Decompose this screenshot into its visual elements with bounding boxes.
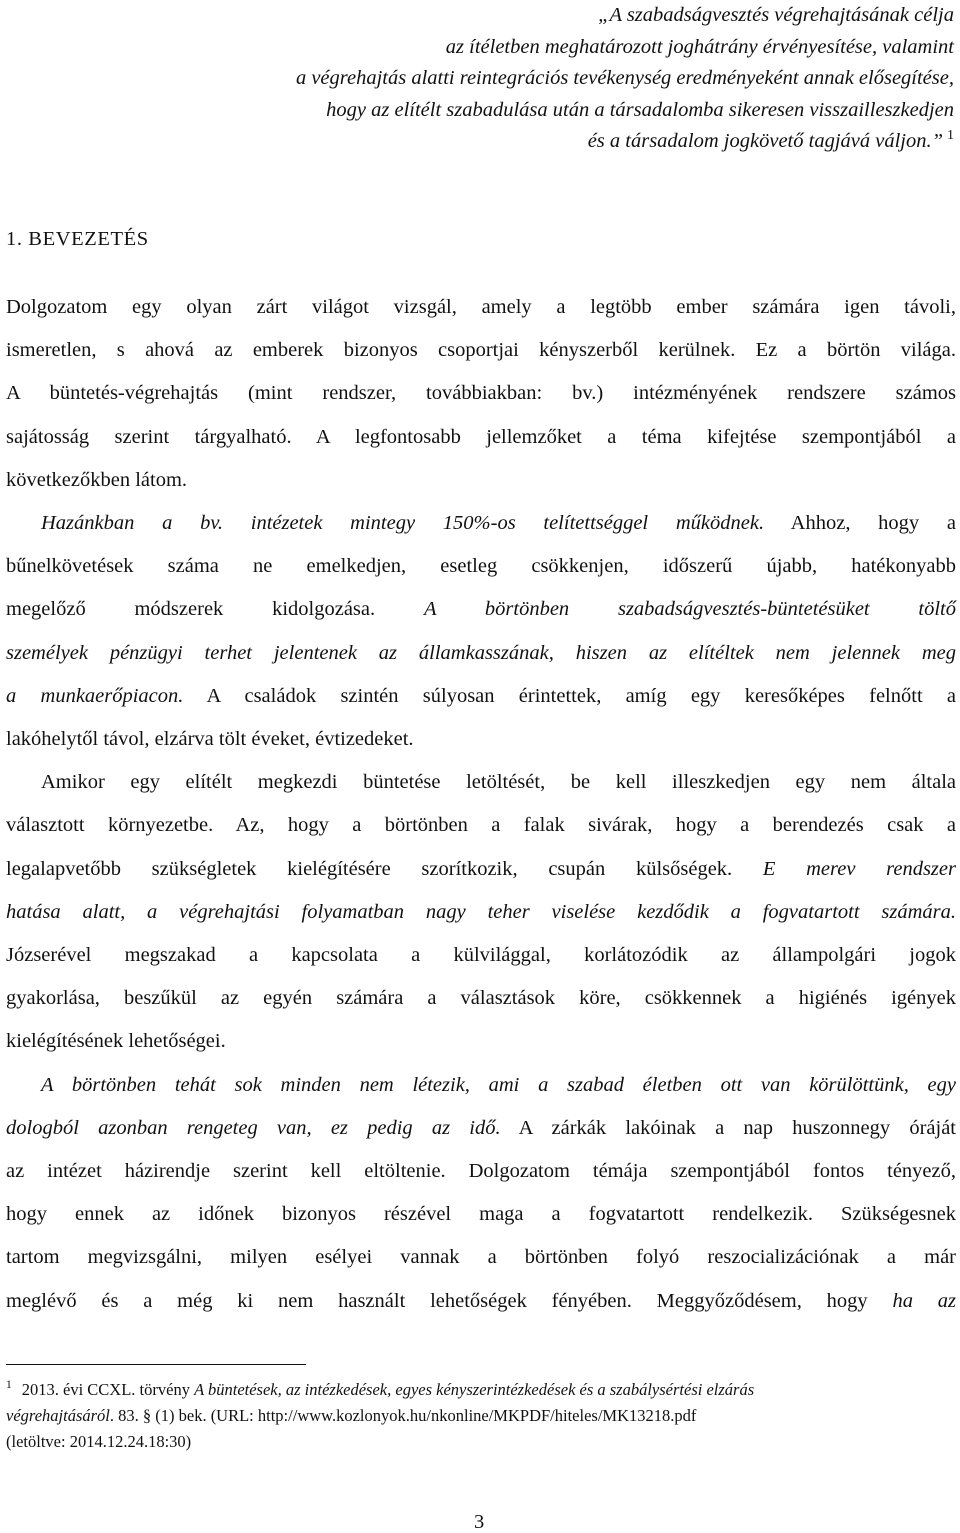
text-line: dologból azonban rengeteg van, ez pedig az idő. A zárkák lakóinak a nap huszonnegy óráját: [6, 1116, 956, 1139]
text-line: hatása alatt, a végrehajtási folyamatban nagy teher viselése kezdődik a fogvatartott számára.: [6, 900, 956, 923]
text-line: Amikor egy elítélt megkezdi büntetése letöltését, be kell illeszkedjen egy nem általa: [41, 771, 956, 794]
text-line: meglévő és a még ki nem használt lehetőségek fényében. Meggyőződésem, hogy ha az: [6, 1289, 956, 1312]
text-line: hogy ennek az időnek bizonyos részével maga a fogvatartott rendelkezik. Szükségesnek: [6, 1203, 956, 1226]
footnote-number: 1: [6, 1379, 12, 1391]
text-line: gyakorlása, beszűkül az egyén számára a választások köre, csökkennek a higiénés igények: [6, 987, 956, 1010]
text-line: Józserével megszakad a kapcsolata a külvilággal, korlátozódik az állampolgári jogok: [6, 944, 956, 967]
epigraph-line: [120, 126, 954, 158]
footnote-reference[interactable]: 1: [947, 128, 954, 143]
text-line: A börtönben tehát sok minden nem létezik, ami a szabad életben ott van körülöttünk, egy: [41, 1073, 956, 1096]
paragraph-time: [6, 1064, 956, 1323]
footnote: [6, 1377, 956, 1455]
footnote-line: végrehajtásáról. 83. § (1) bek. (URL: http://www.kozlonyok.hu/nkonline/MKPDF/hiteles/MK13218.pdf: [6, 1406, 697, 1425]
body-text: [6, 286, 956, 1323]
text-line: személyek pénzügyi terhet jelentenek az államkasszának, hiszen az elítéltek nem jelennek meg: [6, 641, 956, 664]
text-line: kielégítésének lehetőségei.: [6, 1030, 226, 1053]
text-line: az intézet házirendje szerint kell eltöltenie. Dolgozatom témája szempontjából fontos tényező,: [6, 1160, 956, 1183]
text-line: sajátosság szerint tárgyalható. A legfontosabb jellemzőket a téma kifejtése szempontjából a: [6, 425, 956, 448]
page-number: 3: [474, 1511, 485, 1533]
text-line: Hazánkban a bv. intézetek mintegy 150%-os telítettséggel működnek. Ahhoz, hogy a: [41, 512, 957, 535]
epigraph-quote: [120, 0, 954, 158]
text-line: lakóhelytől távol, elzárva tölt éveket, évtizedeket.: [6, 728, 414, 751]
footnote-line: $^1$ 2013. évi CCXL. törvény A büntetések, az intézkedések, egyes kényszerintézkedések és a szabálysértési elzárás: [6, 1379, 755, 1399]
text-line: megelőző módszerek kidolgozása. A börtönben szabadságvesztés-büntetésüket töltő: [6, 598, 956, 621]
text-line: következőkben látom.: [6, 468, 188, 491]
text-line: tartom megvizsgálni, milyen esélyei vannak a börtönben folyó reszocializációnak a már: [6, 1246, 956, 1269]
paragraph-overcrowding: [6, 502, 956, 761]
epigraph-line: „A szabadságvesztés végrehajtásának célja: [598, 4, 954, 26]
epigraph-line: az ítéletben meghatározott joghátrány érvényesítése, valamint: [445, 35, 954, 58]
text-line: a munkaerőpiacon. A családok szintén súlyosan érintettek, amíg egy keresőképes felnőtt a: [6, 684, 956, 707]
text-line: legalapvetőbb szükségletek kielégítésére szorítkozik, csupán külsőségek. E merev rendszer: [6, 857, 956, 880]
epigraph-line: hogy az elítélt szabadulása után a társadalomba sikeresen visszailleszkedjen: [326, 98, 954, 121]
footnote-line: (letöltve: 2014.12.24.18:30): [6, 1432, 192, 1451]
text-line: A büntetés-végrehajtás (mint rendszer, továbbiakban: bv.) intézményének rendszere számos: [6, 382, 956, 405]
epigraph-line: a végrehajtás alatti reintegrációs tevékenység eredményeként annak elősegítése,: [295, 67, 954, 89]
text-line: választott környezetbe. Az, hogy a börtönben a falak sivárak, hogy a berendezés csak a: [6, 814, 956, 837]
paragraph-adaptation: [6, 761, 956, 1063]
paragraph-intro: [6, 286, 956, 502]
text-line: Dolgozatom egy olyan zárt világot vizsgál, amely a legtöbb ember számára igen távoli,: [6, 296, 956, 318]
epigraph-line-text: és a társadalom jogkövető tagjává váljon.”: [587, 130, 943, 152]
text-line: bűnelkövetések száma ne emelkedjen, esetleg csökkenjen, időszerű újabb, hatékonyabb: [6, 555, 956, 578]
section-heading: 1. BEVEZETÉS: [6, 228, 149, 250]
footnote-url-text[interactable]: . 83. § (1) bek. (URL: http://www.kozlonyok.hu/nkonline/MKPDF/hiteles/MK13218.pdf: [109, 1406, 697, 1425]
text-line: ismeretlen, s ahová az emberek bizonyos csoportjai kényszerből kerülnek. Ez a börtön világa.: [6, 339, 956, 362]
footnote-divider: [6, 1364, 306, 1365]
